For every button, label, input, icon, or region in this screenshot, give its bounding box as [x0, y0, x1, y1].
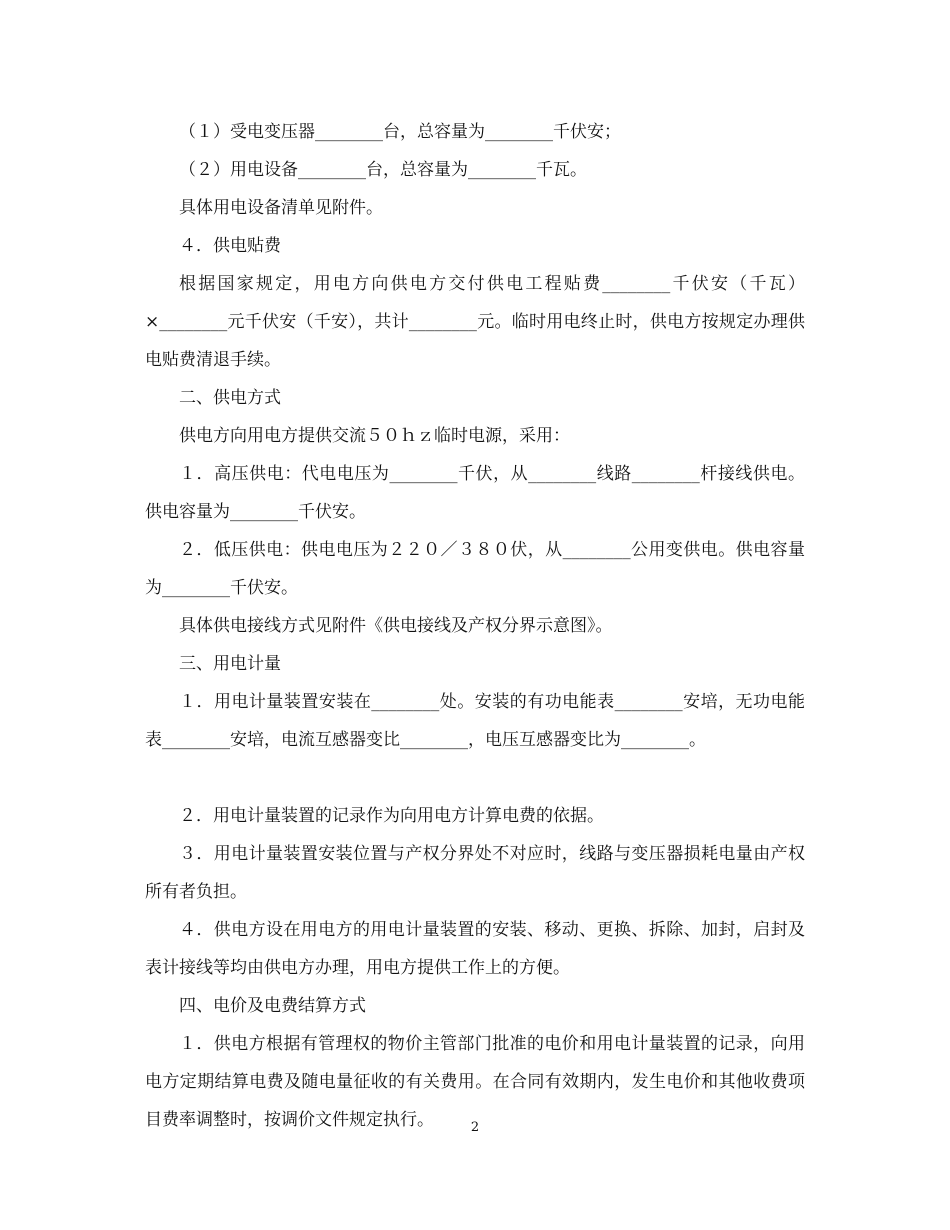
page-number: 2	[470, 1120, 480, 1135]
paragraph-meter-handling: ４．供电方设在用电方的用电计量装置的安装、移动、更换、拆除、加封，启封及表计接线等均由供电方办理，用电方提供工作上的方便。	[145, 920, 805, 978]
heading-price-settlement: 四、电价及电费结算方式	[179, 996, 366, 1016]
paragraph-high-voltage: １．高压供电：代电电压为________千伏，从________线路________杆接线供电。供电容量为________千伏安。	[145, 464, 805, 522]
paragraph-wiring-diagram: 具体供电接线方式见附件《供电接线及产权分界示意图》。	[179, 616, 613, 636]
paragraph-equipment-list: 具体用电设备清单见附件。	[179, 198, 383, 218]
paragraph-supply-fee: 根据国家规定，用电方向供电方交付供电工程贴费________千伏安（千瓦）×________元千伏安（千安），共计________元。临时用电终止时，供电方按规定办理供电贴费清退手续。	[145, 274, 805, 370]
paragraph-transformer: （１）受电变压器________台，总容量为________千伏安；	[179, 122, 621, 142]
paragraph-low-voltage: ２．低压供电：供电电压为２２０／３８０伏，从________公用变供电。供电容量为________千伏安。	[145, 540, 805, 598]
heading-metering: 三、用电计量	[179, 654, 281, 674]
paragraph-meter-record: ２．用电计量装置的记录作为向用电方计算电费的依据。	[179, 806, 604, 826]
paragraph-meter-loss: ３．用电计量装置安装位置与产权分界处不对应时，线路与变压器损耗电量由产权所有者负担。	[145, 844, 805, 902]
paragraph-ac-supply: 供电方向用电方提供交流５０ｈｚ临时电源，采用：	[179, 426, 570, 446]
heading-supply-fee: ４．供电贴费	[179, 236, 281, 256]
paragraph-meter-install: １．用电计量装置安装在________处。安装的有功电能表________安培，无功电能表________安培，电流互感器变比________，电压互感器变比为________。	[145, 692, 805, 750]
paragraph-equipment: （２）用电设备________台，总容量为________千瓦。	[179, 160, 587, 180]
paragraph-price-settlement: １．供电方根据有管理权的物价主管部门批准的电价和用电计量装置的记录，向用电方定期结算电费及随电量征收的有关费用。在合同有效期内，发生电价和其他收费项目费率调整时，按调价文件规定执行。	[145, 1034, 805, 1130]
heading-supply-method: 二、供电方式	[179, 388, 281, 408]
